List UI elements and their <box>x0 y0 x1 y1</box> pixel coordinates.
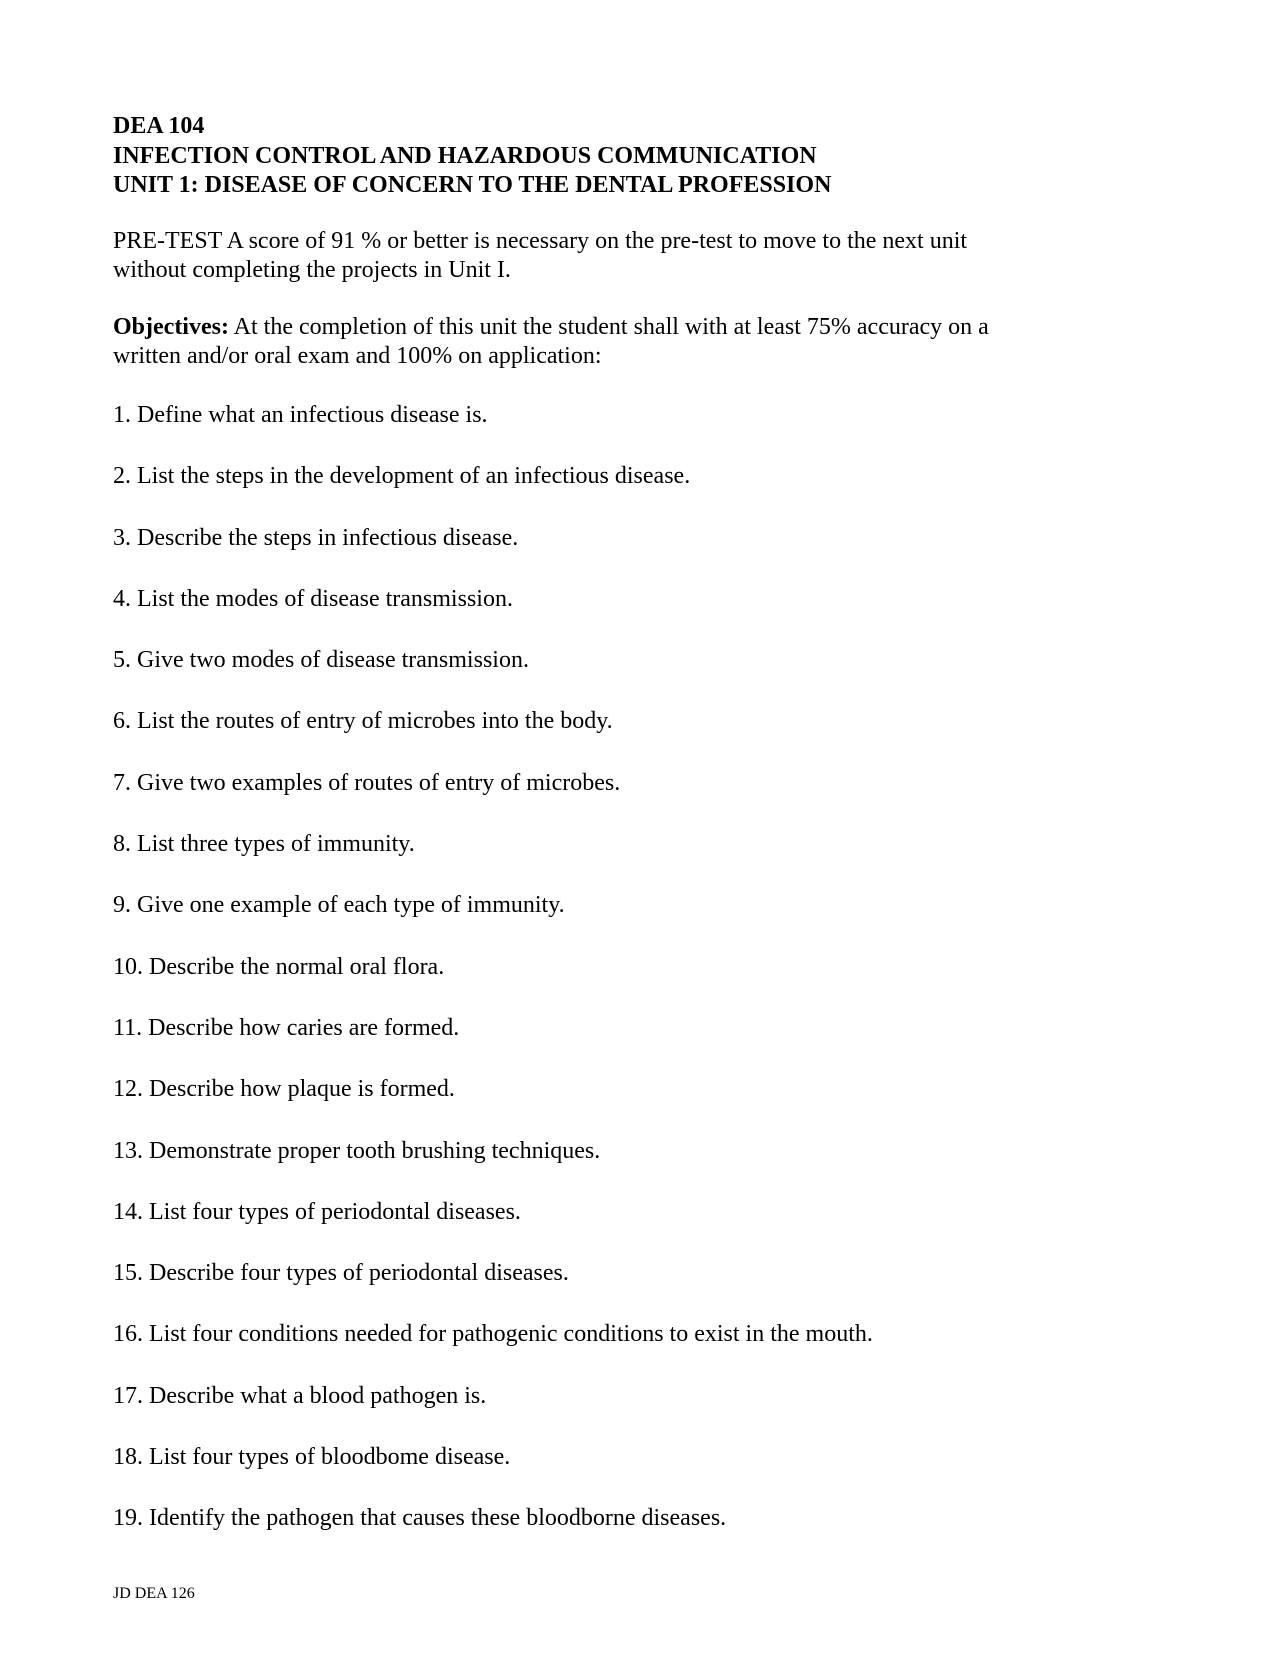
objective-item: 7. Give two examples of routes of entry of microbes. <box>113 769 621 796</box>
objective-item: 3. Describe the steps in infectious disease. <box>113 524 519 551</box>
objective-item: 18. List four types of bloodbome disease. <box>113 1444 511 1471</box>
objective-item: 1. Define what an infectious disease is. <box>113 402 488 428</box>
objectives-line-1 <box>113 313 1113 342</box>
objective-item: 12. Describe how plaque is formed. <box>113 1076 455 1103</box>
objective-item: 19. Identify the pathogen that causes these bloodborne diseases. <box>113 1505 727 1532</box>
objectives-paragraph <box>113 313 1113 371</box>
page-footer: JD DEA 126 <box>113 1585 195 1602</box>
objective-item: 6. List the routes of entry of microbes into the body. <box>113 708 613 735</box>
objectives-label: Objectives: <box>113 314 229 340</box>
objective-item: 11. Describe how caries are formed. <box>113 1014 460 1041</box>
objectives-list <box>113 401 873 1566</box>
course-code: DEA 104 <box>113 113 205 139</box>
objective-item: 4. List the modes of disease transmission. <box>113 585 513 612</box>
objective-item: 14. List four types of periodontal diseases. <box>113 1198 521 1225</box>
objectives-intro-text: At the completion of this unit the student shall with at least 75% accuracy on a <box>228 314 989 340</box>
objective-item: 15. Describe four types of periodontal diseases. <box>113 1260 569 1287</box>
course-title: INFECTION CONTROL AND HAZARDOUS COMMUNICATION <box>113 142 817 169</box>
objective-item: 13. Demonstrate proper tooth brushing techniques. <box>113 1137 601 1164</box>
objective-item: 9. Give one example of each type of immunity. <box>113 892 565 919</box>
pretest-line-2: without completing the projects in Unit I. <box>113 257 511 283</box>
objective-item: 2. List the steps in the development of an infectious disease. <box>113 463 691 490</box>
objective-item: 16. List four conditions needed for pathogenic conditions to exist in the mouth. <box>113 1321 873 1348</box>
unit-title: UNIT 1: DISEASE OF CONCERN TO THE DENTAL PROFESSION <box>113 172 832 198</box>
objective-item: 10. Describe the normal oral flora. <box>113 953 445 980</box>
objective-item: 8. List three types of immunity. <box>113 831 415 858</box>
document-heading <box>113 112 831 201</box>
objective-item: 17. Describe what a blood pathogen is. <box>113 1382 487 1409</box>
pretest-paragraph <box>113 227 1113 285</box>
objectives-line-2: written and/or oral exam and 100% on application: <box>113 343 602 369</box>
pretest-line-1: PRE-TEST A score of 91 % or better is necessary on the pre-test to move to the next unit <box>113 228 968 254</box>
objective-item: 5. Give two modes of disease transmission. <box>113 647 529 674</box>
